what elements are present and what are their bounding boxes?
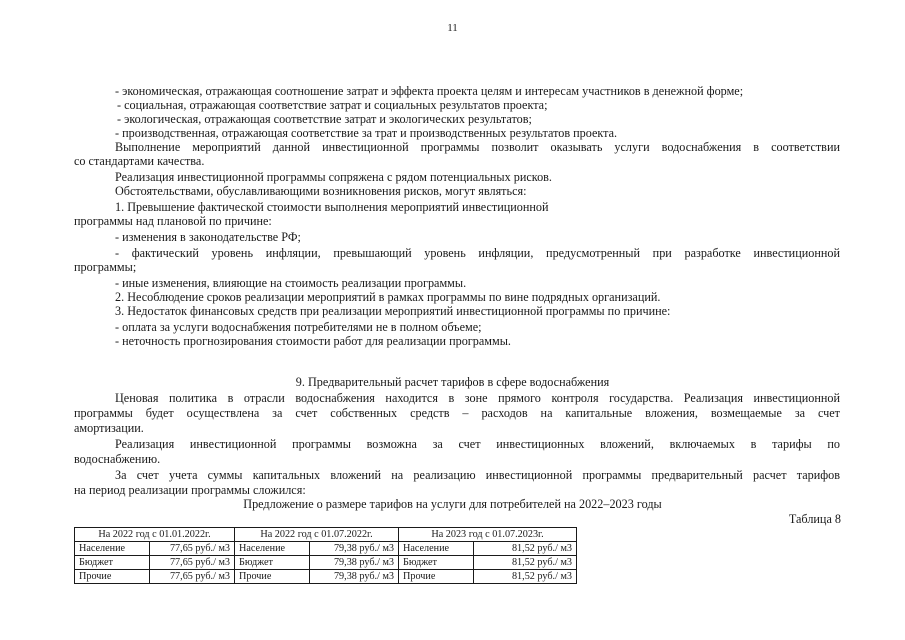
table-cell-category: Население — [75, 542, 150, 556]
paragraph-price-policy-line1: Ценовая политика в отрасли водоснабжения находится в зоне прямого контроля государства. Реализация инвестиционной — [115, 391, 840, 405]
paragraph-risk2: 2. Несоблюдение сроков реализации мероприятий в рамках программы по вине подрядных организаций. — [115, 290, 661, 304]
table-cell-tariff: 81,52 руб./ м3 — [474, 542, 577, 556]
table-row — [75, 556, 577, 570]
table-row — [75, 570, 577, 584]
table-cell-category: Прочие — [399, 570, 474, 584]
table-cell-tariff: 77,65 руб./ м3 — [150, 570, 235, 584]
paragraph-ecological: - экологическая, отражающая соответствие затрат и экологических результатов; — [117, 112, 532, 126]
table-cell-category: Бюджет — [75, 556, 150, 570]
paragraph-calculation-line2: на период реализации программы сложился: — [74, 483, 306, 497]
table-cell-tariff: 79,38 руб./ м3 — [310, 542, 399, 556]
page-number: 11 — [447, 22, 458, 34]
table-cell-category: Прочие — [75, 570, 150, 584]
paragraph-inflation-line1: - фактический уровень инфляции, превышающий уровень инфляции, предусмотренный при разработке инвестиционной — [115, 246, 840, 260]
table-cell-tariff: 79,38 руб./ м3 — [310, 556, 399, 570]
paragraph-quality-line1: Выполнение мероприятий данной инвестиционной программы позволит оказывать услуги водоснабжения в соответствии — [115, 140, 840, 154]
table-cell-tariff: 81,52 руб./ м3 — [474, 556, 577, 570]
table-cell-category: Бюджет — [399, 556, 474, 570]
paragraph-quality-line2: со стандартами качества. — [74, 154, 205, 168]
table-label: Таблица 8 — [788, 512, 841, 526]
paragraph-inflation-line2: программы; — [74, 260, 137, 274]
table-cell-tariff: 77,65 руб./ м3 — [150, 542, 235, 556]
paragraph-production: - производственная, отражающая соответствие за трат и производственных результатов проекта. — [115, 126, 618, 140]
paragraph-investment-line2: водоснабжению. — [74, 452, 161, 466]
table-cell-category: Бюджет — [235, 556, 310, 570]
table-header-cell: На 2023 год с 01.07.2023г. — [399, 528, 577, 542]
tariff-table — [74, 527, 577, 584]
paragraph-risk1-line1: 1. Превышение фактической стоимости выполнения мероприятий инвестиционной — [115, 200, 549, 214]
paragraph-price-policy-line3: амортизации. — [74, 421, 144, 435]
paragraph-price-policy-line2: программы будет осуществлена за счет собственных средств – расходов на капитальные вложения, возмещаемые за счет — [74, 406, 840, 420]
paragraph-other-changes: - иные изменения, влияющие на стоимость реализации программы. — [115, 276, 467, 290]
table-cell-category: Прочие — [235, 570, 310, 584]
table-header-cell: На 2022 год с 01.01.2022г. — [75, 528, 235, 542]
paragraph-risks: Реализация инвестиционной программы сопряжена с рядом потенциальных рисков. — [115, 170, 552, 184]
paragraph-circumstances: Обстоятельствами, обуславливающими возникновения рисков, могут являться: — [115, 184, 527, 198]
paragraph-calculation-line1: За счет учета суммы капитальных вложений на реализацию инвестиционной программы предварительный расчет тарифов — [115, 468, 840, 482]
table-cell-tariff: 79,38 руб./ м3 — [310, 570, 399, 584]
paragraph-legislation: - изменения в законодательстве РФ; — [115, 230, 301, 244]
table-header-row — [75, 528, 577, 542]
paragraph-payment: - оплата за услуги водоснабжения потребителями не в полном объеме; — [115, 320, 482, 334]
paragraph-social: - социальная, отражающая соответствие затрат и социальных результатов проекта; — [117, 98, 548, 112]
table-cell-category: Население — [399, 542, 474, 556]
paragraph-forecasting: - неточность прогнозирования стоимости работ для реализации программы. — [115, 334, 511, 348]
paragraph-investment-line1: Реализация инвестиционной программы возможна за счет инвестиционных вложений, включаемых в тарифы по — [115, 437, 840, 451]
table-cell-tariff: 77,65 руб./ м3 — [150, 556, 235, 570]
table-row — [75, 542, 577, 556]
table-header-cell: На 2022 год с 01.07.2022г. — [235, 528, 399, 542]
section-heading: 9. Предварительный расчет тарифов в сфере водоснабжения — [295, 375, 610, 389]
table-cell-tariff: 81,52 руб./ м3 — [474, 570, 577, 584]
paragraph-risk1-line2: программы над плановой по причине: — [74, 214, 272, 228]
table-cell-category: Население — [235, 542, 310, 556]
paragraph-risk3: 3. Недостаток финансовых средств при реализации мероприятий инвестиционной программы по причине: — [115, 304, 671, 318]
table-caption: Предложение о размере тарифов на услуги для потребителей на 2022–2023 годы — [243, 497, 662, 511]
paragraph-economic: - экономическая, отражающая соотношение затрат и эффекта проекта целям и интересам участников в денежной форме; — [115, 84, 744, 98]
